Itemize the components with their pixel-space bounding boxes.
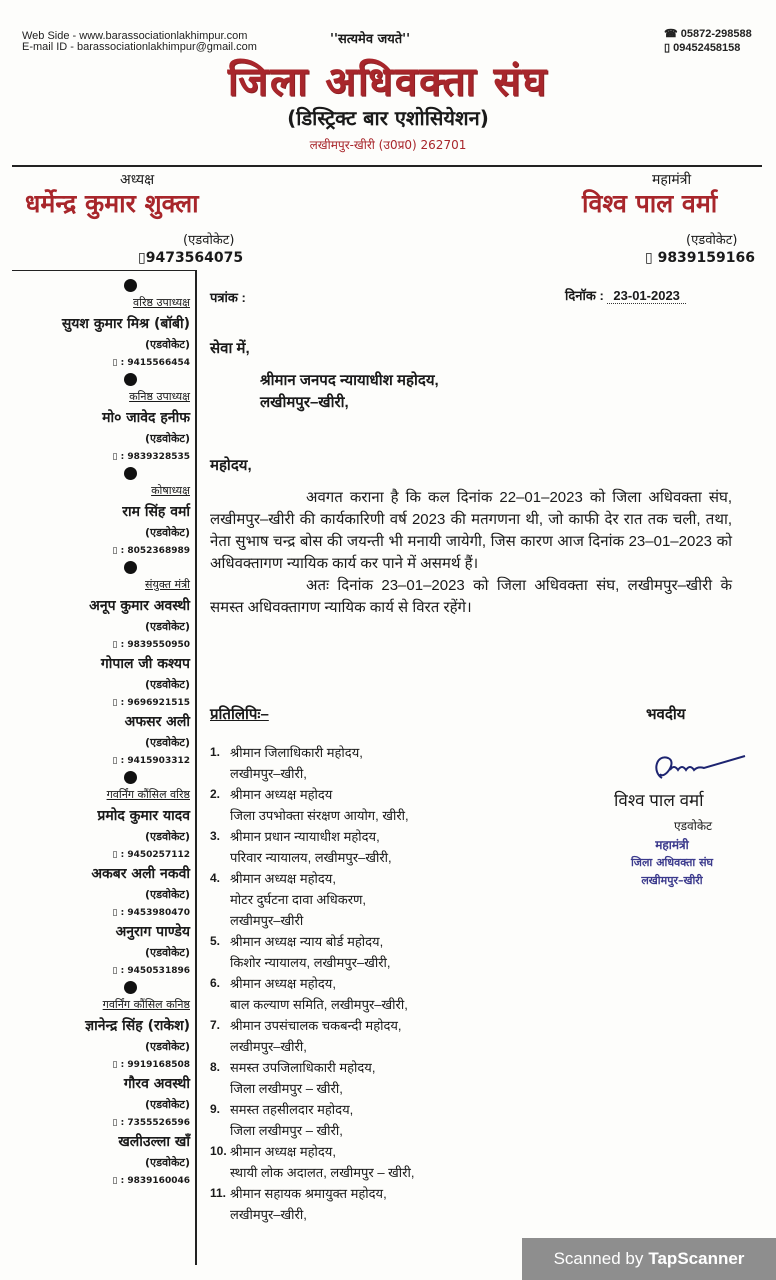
member-designation: (एडवोकेट) — [145, 432, 190, 445]
member-name: राम सिंह वर्मा — [122, 504, 190, 520]
scanner-watermark: Scanned by TapScanner — [522, 1238, 776, 1280]
member-designation: (एडवोकेट) — [145, 946, 190, 959]
reference-label: पत्रांक : — [210, 290, 246, 305]
email-text: E-mail ID - barassociationlakhimpur@gmail.com — [22, 41, 257, 53]
member-designation: (एडवोकेट) — [145, 888, 190, 901]
mobile-icon: ▯ — [112, 850, 121, 860]
official-stamp: महामंत्री जिला अधिवक्ता संघ लखीमपुर–खीरी — [630, 838, 714, 887]
item-number: 11. — [210, 1186, 227, 1200]
member-name: गौरव अवस्थी — [123, 1076, 190, 1092]
member-designation: (एडवोकेट) — [145, 830, 190, 843]
paragraph-2: अतः दिनांक 23–01–2023 को जिला अधिवक्ता संघ, लखीमपुर–खीरी के समस्त अधिवक्तागण न्यायिक कार्य से विरत रहेंगे। — [210, 577, 732, 616]
recipient-line: श्रीमान प्रधान न्यायाधीश महोदय, — [230, 829, 380, 844]
signatory-name: विश्व पाल वर्मा — [614, 791, 704, 810]
mobile-icon: ▯ — [112, 640, 121, 650]
recipient-line: बाल कल्याण समिति, लखीमपुर–खीरी, — [230, 997, 408, 1012]
column-divider — [195, 270, 197, 1265]
copy-recipient — [210, 1141, 510, 1183]
copies-list — [210, 742, 510, 1225]
president-phone: ▯9473564075 — [138, 250, 244, 266]
member-phone — [10, 962, 190, 980]
recipient-line: समस्त तहसीलदार महोदय, — [230, 1102, 354, 1117]
recipient-line: श्रीमान अध्यक्ष महोदय — [230, 787, 333, 802]
telephone-icon: ☎ — [664, 28, 681, 40]
member-designation: (एडवोकेट) — [145, 338, 190, 351]
member-designation: (एडवोकेट) — [145, 1040, 190, 1053]
phone-number: : 9415566454 — [120, 358, 190, 368]
member-name: अफसर अली — [124, 714, 190, 730]
recipient-line: किशोर न्यायालय, लखीमपुर–खीरी, — [230, 955, 391, 970]
member-name: गोपाल जी कश्यप — [100, 656, 190, 672]
section-role: गवर्निंग कौंसिल वरिष्ठ — [106, 788, 190, 801]
member-phone — [10, 542, 190, 560]
letter-body — [210, 487, 732, 619]
phone-number: : 9696921515 — [120, 698, 190, 708]
recipient-line: श्रीमान अध्यक्ष महोदय, — [230, 871, 336, 886]
member-name: सुयश कुमार मिश्र (बॉबी) — [61, 316, 190, 332]
item-number: 10. — [210, 1144, 227, 1158]
mobile-icon: ▯ — [112, 966, 121, 976]
bullet-icon — [10, 770, 190, 784]
copy-recipient — [210, 1183, 510, 1225]
member-phone — [10, 694, 190, 712]
copy-recipient — [210, 1015, 510, 1057]
phone-number: : 9453980470 — [120, 908, 190, 918]
member-designation: (एडवोकेट) — [145, 1156, 190, 1169]
phone-number: : 8052368989 — [120, 546, 190, 556]
member-phone — [10, 904, 190, 922]
mobile-icon: ▯ — [112, 358, 121, 368]
member-name: अकबर अली नकवी — [91, 866, 190, 882]
member-designation: (एडवोकेट) — [145, 1098, 190, 1111]
mobile-icon: ▯ — [112, 546, 121, 556]
member-name: प्रमोद कुमार यादव — [97, 808, 190, 824]
item-number: 9. — [210, 1102, 221, 1116]
copy-recipient — [210, 1057, 510, 1099]
recipient-line: स्थायी लोक अदालत, लखीमपुर – खीरी, — [230, 1165, 415, 1180]
recipient-line: लखीमपुर–खीरी, — [230, 1039, 307, 1054]
item-number: 8. — [210, 1060, 221, 1074]
copy-recipient — [210, 1099, 510, 1141]
recipient-line: समस्त उपजिलाधिकारी महोदय, — [230, 1060, 376, 1075]
divider — [12, 165, 762, 167]
item-number: 2. — [210, 787, 221, 801]
section-role: कनिष्ठ उपाध्यक्ष — [129, 390, 190, 403]
phone-number: : 9839160046 — [120, 1176, 190, 1186]
bullet-icon — [10, 372, 190, 386]
copy-recipient — [210, 742, 510, 784]
section-role: संयुक्त मंत्री — [145, 578, 190, 591]
recipient-line: जिला उपभोक्ता संरक्षण आयोग, खीरी, — [230, 808, 409, 823]
to-line: सेवा में, — [210, 340, 250, 357]
copy-recipient — [210, 826, 510, 868]
salutation: महोदय, — [210, 457, 252, 474]
phone-number: : 9919168508 — [120, 1060, 190, 1070]
signatory-designation: एडवोकेट — [674, 819, 713, 833]
member-designation: (एडवोकेट) — [145, 526, 190, 539]
recipient-line: परिवार न्यायालय, लखीमपुर–खीरी, — [230, 850, 392, 865]
president-role: अध्यक्ष — [120, 172, 155, 188]
addressee-place: लखीमपुर–खीरी, — [260, 394, 349, 411]
item-number: 4. — [210, 871, 221, 885]
mobile-icon: ▯ — [664, 42, 674, 54]
mobile-icon: ▯ — [112, 1118, 121, 1128]
recipient-line: लखीमपुर–खीरी — [230, 913, 304, 928]
member-phone — [10, 752, 190, 770]
recipient-line: लखीमपुर–खीरी, — [230, 1207, 307, 1222]
recipient-line: जिला लखीमपुर – खीरी, — [230, 1123, 343, 1138]
member-name: अनूप कुमार अवस्थी — [89, 598, 190, 614]
member-name: खलीउल्ला खॉं — [118, 1134, 190, 1150]
mobile-icon: ▯ — [138, 250, 146, 266]
member-designation: (एडवोकेट) — [145, 620, 190, 633]
recipient-line: मोटर दुर्घटना दावा अधिकरण, — [230, 892, 367, 907]
mobile-icon: ▯ — [645, 250, 658, 266]
member-phone — [10, 354, 190, 372]
mobile-icon: ▯ — [112, 1060, 121, 1070]
section-role: गवर्निंग कौंसिल कनिष्ठ — [102, 998, 190, 1011]
bullet-icon — [10, 466, 190, 480]
phone-number: : 9839328535 — [120, 452, 190, 462]
member-phone — [10, 1114, 190, 1132]
copy-recipient — [210, 931, 510, 973]
member-phone — [10, 846, 190, 864]
mobile-icon: ▯ — [112, 452, 121, 462]
phone-number: : 9839550950 — [120, 640, 190, 650]
divider — [12, 270, 197, 271]
copy-recipient — [210, 868, 510, 931]
letter-date: 23-01-2023 — [607, 288, 686, 304]
mobile-icon: ▯ — [112, 908, 121, 918]
organization-address: लखीमपुर-खीरी (उ0प्र0) 262701 — [309, 138, 467, 152]
phone-number: : 9450531896 — [120, 966, 190, 976]
member-phone — [10, 448, 190, 466]
mobile: ▯ 09452458158 — [664, 42, 741, 54]
closing: भवदीय — [646, 706, 686, 723]
recipient-line: श्रीमान उपसंचालक चकबन्दी महोदय, — [230, 1018, 402, 1033]
recipient-line: श्रीमान अध्यक्ष महोदय, — [230, 1144, 336, 1159]
signature — [650, 750, 750, 786]
secretary-role: महामंत्री — [652, 172, 692, 188]
organization-subtitle: (डिस्ट्रिक्ट बार एशोसियेशन) — [287, 106, 489, 130]
secretary-name: विश्व पाल वर्मा — [582, 189, 718, 218]
date-row: दिनॉक : 23-01-2023 — [565, 285, 686, 307]
member-name: मो० जावेद हनीफ — [102, 410, 190, 426]
recipient-line: श्रीमान सहायक श्रमायुक्त महोदय, — [230, 1186, 387, 1201]
member-designation: (एडवोकेट) — [145, 736, 190, 749]
section-role: वरिष्ठ उपाध्यक्ष — [133, 296, 190, 309]
mobile-icon: ▯ — [112, 1176, 121, 1186]
item-number: 7. — [210, 1018, 221, 1032]
recipient-line: लखीमपुर–खीरी, — [230, 766, 307, 781]
copy-recipient — [210, 973, 510, 1015]
mobile-icon: ▯ — [112, 698, 121, 708]
member-phone — [10, 636, 190, 654]
phone-number: : 9415903312 — [120, 756, 190, 766]
motto: ''सत्यमेव जयते'' — [330, 32, 411, 47]
landline: ☎ 05872-298588 — [664, 28, 752, 40]
president-name: धर्मेन्द्र कुमार शुक्ला — [25, 189, 199, 218]
bullet-icon — [10, 560, 190, 574]
addressee: श्रीमान जनपद न्यायाधीश महोदय, — [260, 372, 439, 389]
member-name: अनुराग पाण्डेय — [115, 924, 190, 940]
secretary-designation: (एडवोकेट) — [686, 233, 738, 248]
bullet-icon — [10, 278, 190, 292]
phone-number: : 7355526596 — [120, 1118, 190, 1128]
website-text: Web Side - www.barassociationlakhimpur.com — [22, 30, 248, 42]
item-number: 5. — [210, 934, 221, 948]
section-role: कोषाध्यक्ष — [151, 484, 190, 497]
office-bearers-list — [10, 278, 190, 1190]
mobile-icon: ▯ — [112, 756, 121, 766]
member-designation: (एडवोकेट) — [145, 678, 190, 691]
phone-number: : 9450257112 — [120, 850, 190, 860]
president-designation: (एडवोकेट) — [183, 233, 235, 248]
copy-recipient — [210, 784, 510, 826]
item-number: 6. — [210, 976, 221, 990]
organization-title: जिला अधिवक्ता संघ — [227, 59, 549, 105]
recipient-line: श्रीमान अध्यक्ष महोदय, — [230, 976, 336, 991]
recipient-line: श्रीमान अध्यक्ष न्याय बोर्ड महोदय, — [230, 934, 384, 949]
member-name: ज्ञानेन्द्र सिंह (राकेश) — [85, 1018, 190, 1034]
member-phone — [10, 1172, 190, 1190]
item-number: 3. — [210, 829, 221, 843]
member-phone — [10, 1056, 190, 1074]
item-number: 1. — [210, 745, 221, 759]
secretary-phone: ▯ 9839159166 — [645, 250, 755, 266]
copies-label: प्रतिलिपिः– — [210, 706, 269, 723]
recipient-line: श्रीमान जिलाधिकारी महोदय, — [230, 745, 363, 760]
recipient-line: जिला लखीमपुर – खीरी, — [230, 1081, 343, 1096]
bullet-icon — [10, 980, 190, 994]
paragraph-1: अवगत कराना है कि कल दिनांक 22–01–2023 को जिला अधिवक्ता संघ, लखीमपुर–खीरी की कार्यकारिणी वर्ष 2023 की मतगणना थी, जो काफी देर रात तक चली, तथा, नेता सुभाष चन्द्र बोस की जयन्ती भी मनायी जायेगी, जिस कारण आज दिनांक 23–01–2023 को अधिवक्तागण न्यायिक कार्य कर पाने में असमर्थ हैं। — [210, 489, 732, 572]
